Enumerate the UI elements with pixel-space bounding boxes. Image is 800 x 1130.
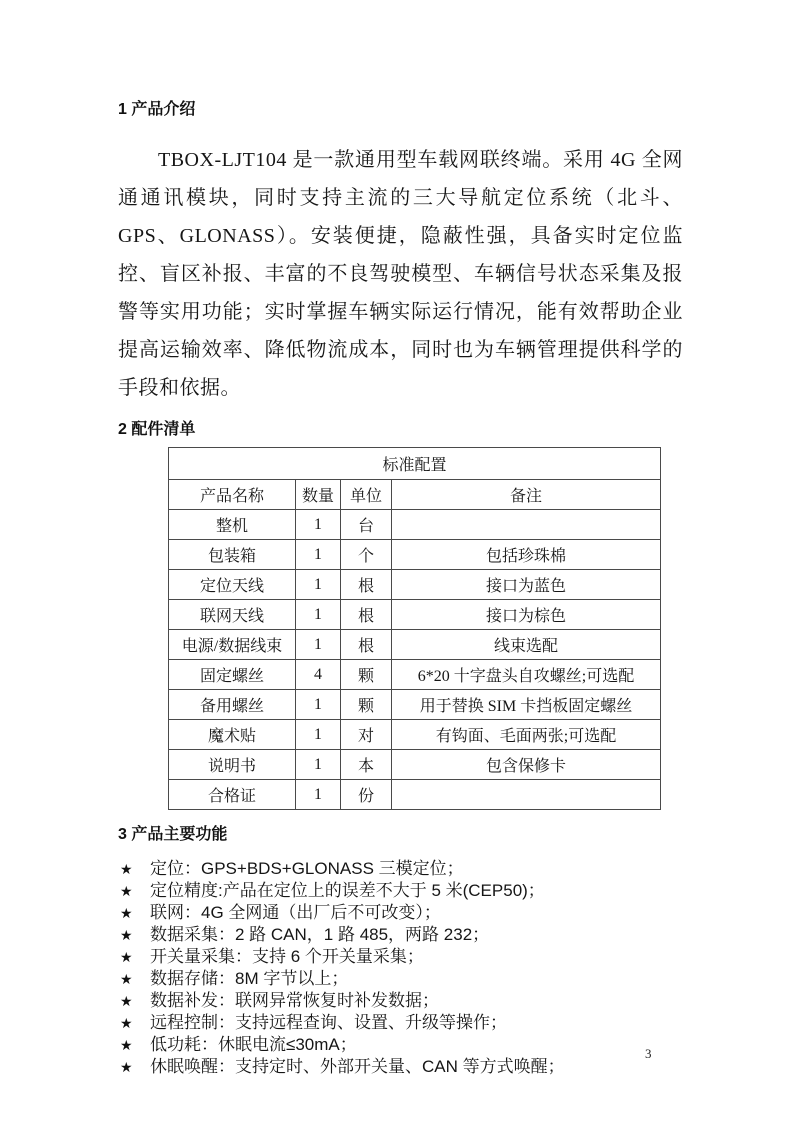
col-header-unit: 单位 [341,480,392,510]
feature-item [120,924,683,946]
cell-remark [392,780,661,810]
star-bullet-icon: ★ [120,1037,133,1053]
feature-item [120,990,683,1012]
feature-text: 定位精度:产品在定位上的误差不大于 5 米(CEP50)； [150,881,545,900]
feature-text: 数据补发：联网异常恢复时补发数据； [150,991,439,1010]
cell-product-name: 魔术贴 [169,720,296,750]
cell-remark: 有钩面、毛面两张;可选配 [392,720,661,750]
col-header-remark: 备注 [392,480,661,510]
cell-product-name: 整机 [169,510,296,540]
feature-item [120,1034,683,1056]
cell-unit: 根 [341,570,392,600]
cell-quantity: 1 [296,540,341,570]
star-bullet-icon: ★ [120,883,133,899]
cell-remark [392,510,661,540]
cell-remark: 用于替换 SIM 卡挡板固定螺丝 [392,690,661,720]
star-bullet-icon: ★ [120,861,133,877]
cell-unit: 台 [341,510,392,540]
cell-product-name: 备用螺丝 [169,690,296,720]
cell-remark: 线束选配 [392,630,661,660]
cell-unit: 颗 [341,660,392,690]
table-row [169,750,661,780]
cell-product-name: 电源/数据线束 [169,630,296,660]
cell-product-name: 合格证 [169,780,296,810]
intro-paragraph: TBOX-LJT104 是一款通用型车载网联终端。采用 4G 全网通通讯模块，同时支持主流的三大导航定位系统（北斗、GPS、GLONASS）。安装便捷，隐蔽性强，具备实时定位监控、盲区补报、丰富的不良驾驶模型、车辆信号状态采集及报警等实用功能；实时掌握车辆实际运行情况，能有效帮助企业提高运输效率、降低物流成本，同时也为车辆管理提供科学的手段和依据。 [118,149,683,399]
cell-quantity: 1 [296,720,341,750]
cell-quantity: 1 [296,600,341,630]
star-bullet-icon: ★ [120,1059,133,1075]
cell-remark: 包含保修卡 [392,750,661,780]
feature-text: 联网：4G 全网通（出厂后不可改变）； [150,903,441,922]
feature-text: 低功耗：休眠电流≤30mA； [150,1035,357,1054]
feature-item [120,946,683,968]
section-2-heading: 2 配件清单 [118,421,196,438]
cell-product-name: 定位天线 [169,570,296,600]
feature-text: 开关量采集：支持 6 个开关量采集； [150,947,424,966]
cell-quantity: 1 [296,630,341,660]
cell-quantity: 1 [296,570,341,600]
cell-unit: 份 [341,780,392,810]
star-bullet-icon: ★ [120,993,133,1009]
cell-unit: 个 [341,540,392,570]
table-row [169,720,661,750]
feature-item [120,1056,683,1078]
feature-text: 数据存储：8M 字节以上； [150,969,349,988]
table-row [169,600,661,630]
cell-remark: 接口为蓝色 [392,570,661,600]
star-bullet-icon: ★ [120,1015,133,1031]
table-row [169,540,661,570]
cell-quantity: 1 [296,750,341,780]
cell-unit: 对 [341,720,392,750]
table-header-row [169,480,661,510]
star-bullet-icon: ★ [120,905,133,921]
feature-text: 远程控制：支持远程查询、设置、升级等操作； [150,1013,507,1032]
cell-remark: 包括珍珠棉 [392,540,661,570]
star-bullet-icon: ★ [120,927,133,943]
col-header-product-name: 产品名称 [169,480,296,510]
cell-product-name: 联网天线 [169,600,296,630]
table-row [169,510,661,540]
cell-unit: 根 [341,630,392,660]
feature-item [120,880,683,902]
cell-quantity: 4 [296,660,341,690]
col-header-quantity: 数量 [296,480,341,510]
accessories-table [168,447,661,810]
table-row [169,570,661,600]
star-bullet-icon: ★ [120,971,133,987]
cell-unit: 颗 [341,690,392,720]
cell-quantity: 1 [296,510,341,540]
cell-product-name: 固定螺丝 [169,660,296,690]
page-number: 3 [645,1046,652,1061]
cell-unit: 根 [341,600,392,630]
star-bullet-icon: ★ [120,949,133,965]
cell-remark: 6*20 十字盘头自攻螺丝;可选配 [392,660,661,690]
table-row [169,690,661,720]
cell-quantity: 1 [296,780,341,810]
feature-item [120,858,683,880]
table-row [169,780,661,810]
feature-item [120,968,683,990]
table-row [169,630,661,660]
cell-product-name: 说明书 [169,750,296,780]
table-title-row [169,448,661,480]
section-1-heading: 1 产品介绍 [118,101,196,118]
table-row [169,660,661,690]
table-title: 标准配置 [169,448,661,480]
feature-item [120,902,683,924]
feature-item [120,1012,683,1034]
feature-text: 定位：GPS+BDS+GLONASS 三模定位； [150,859,464,878]
cell-remark: 接口为棕色 [392,600,661,630]
feature-text: 休眠唤醒：支持定时、外部开关量、CAN 等方式唤醒； [150,1057,565,1076]
cell-product-name: 包装箱 [169,540,296,570]
cell-unit: 本 [341,750,392,780]
feature-list [118,858,683,1078]
feature-text: 数据采集：2 路 CAN，1 路 485，两路 232； [150,925,490,944]
cell-quantity: 1 [296,690,341,720]
section-3-heading: 3 产品主要功能 [118,826,228,843]
